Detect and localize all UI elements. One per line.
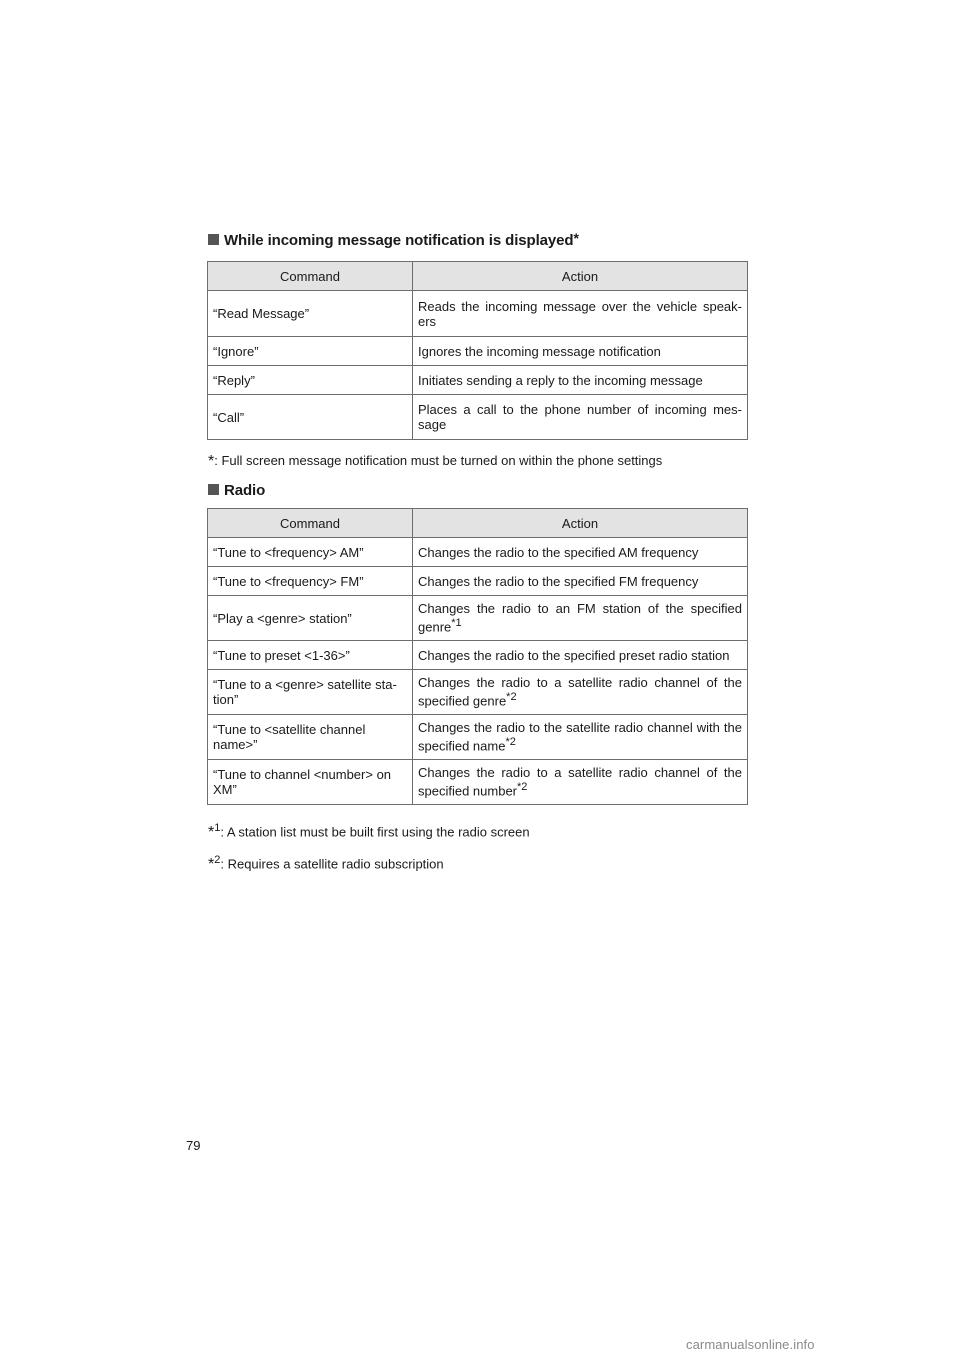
- table-row: [208, 337, 748, 366]
- action-cell: Initiates sending a reply to the incoming message: [413, 366, 748, 395]
- command-cell: “Tune to a <genre> satellite sta-tion”: [208, 670, 413, 715]
- table-row: [208, 538, 748, 567]
- heading-text: Radio: [224, 482, 266, 499]
- table-header-row: [208, 509, 748, 538]
- command-cell: “Tune to <frequency> AM”: [208, 538, 413, 567]
- action-text: Changes the radio to the specified FM frequency: [418, 573, 699, 589]
- table-row: [208, 567, 748, 596]
- footnote-marker: *: [208, 856, 215, 874]
- table-row: [208, 760, 748, 805]
- footnote-number: 2: [214, 854, 221, 866]
- footnote-number: 1: [214, 822, 221, 834]
- column-header-command: Command: [208, 509, 413, 538]
- footnote-marker: *: [208, 824, 215, 842]
- command-cell: “Reply”: [208, 366, 413, 395]
- table-header-row: [208, 262, 748, 291]
- message-commands-table: [207, 261, 748, 440]
- heading-text: While incoming message notification is displayed: [224, 232, 574, 249]
- footnote-marker: *1: [451, 617, 462, 630]
- action-text: Changes the radio to a satellite radio channel of the specified genre: [418, 675, 742, 709]
- column-header-command: Command: [208, 262, 413, 291]
- footnote-text: : Full screen message notification must be turned on within the phone settings: [214, 453, 663, 468]
- footnote-marker: *2: [506, 691, 517, 704]
- command-cell: “Read Message”: [208, 291, 413, 337]
- table-row: [208, 715, 748, 760]
- watermark: carmanualsonline.info: [686, 1337, 815, 1352]
- column-header-action: Action: [413, 509, 748, 538]
- action-cell: Places a call to the phone number of incoming mes-sage: [413, 395, 748, 440]
- radio-commands-table: [207, 508, 748, 805]
- command-cell: “Ignore”: [208, 337, 413, 366]
- footnote-phone-settings: [208, 452, 662, 470]
- section-heading-message-notification: [208, 232, 579, 249]
- column-header-action: Action: [413, 262, 748, 291]
- action-text: Changes the radio to the specified preset radio station: [418, 647, 730, 663]
- table-row: [208, 641, 748, 670]
- footnote-marker: *2: [517, 781, 528, 794]
- footnote-marker: *2: [505, 736, 516, 749]
- footnote-text: : Requires a satellite radio subscription: [220, 856, 444, 872]
- action-cell: Reads the incoming message over the vehicle speak-ers: [413, 291, 748, 337]
- action-cell: [413, 641, 748, 670]
- action-text: Changes the radio to the specified AM frequency: [418, 544, 699, 560]
- command-cell: “Tune to preset <1-36>”: [208, 641, 413, 670]
- action-cell: [413, 715, 748, 760]
- footnote-marker: *: [208, 453, 215, 470]
- command-cell: “Tune to <frequency> FM”: [208, 567, 413, 596]
- action-cell: [413, 538, 748, 567]
- footnote-subscription: [208, 854, 444, 873]
- action-cell: [413, 670, 748, 715]
- square-bullet-icon: [208, 484, 219, 495]
- action-cell: Ignores the incoming message notification: [413, 337, 748, 366]
- square-bullet-icon: [208, 234, 219, 245]
- command-cell: “Tune to <satellite channel name>”: [208, 715, 413, 760]
- action-cell: [413, 760, 748, 805]
- heading-footnote-marker: *: [573, 230, 579, 246]
- action-text: Changes the radio to a satellite radio channel of the specified number: [418, 765, 742, 799]
- table-row: [208, 670, 748, 715]
- action-text: Changes the radio to an FM station of the specified genre: [418, 601, 742, 635]
- action-cell: [413, 567, 748, 596]
- footnote-station-list: [208, 822, 530, 841]
- section-heading-radio: [208, 482, 265, 499]
- page-number: 79: [186, 1138, 201, 1153]
- footnote-text: : A station list must be built first using the radio screen: [220, 824, 530, 840]
- command-cell: “Tune to channel <number> on XM”: [208, 760, 413, 805]
- command-cell: “Play a <genre> station”: [208, 596, 413, 641]
- table-row: [208, 366, 748, 395]
- action-text: Changes the radio to the satellite radio channel with the specified name: [418, 720, 742, 754]
- action-cell: [413, 596, 748, 641]
- table-row: [208, 291, 748, 337]
- command-cell: “Call”: [208, 395, 413, 440]
- table-row: [208, 395, 748, 440]
- table-row: [208, 596, 748, 641]
